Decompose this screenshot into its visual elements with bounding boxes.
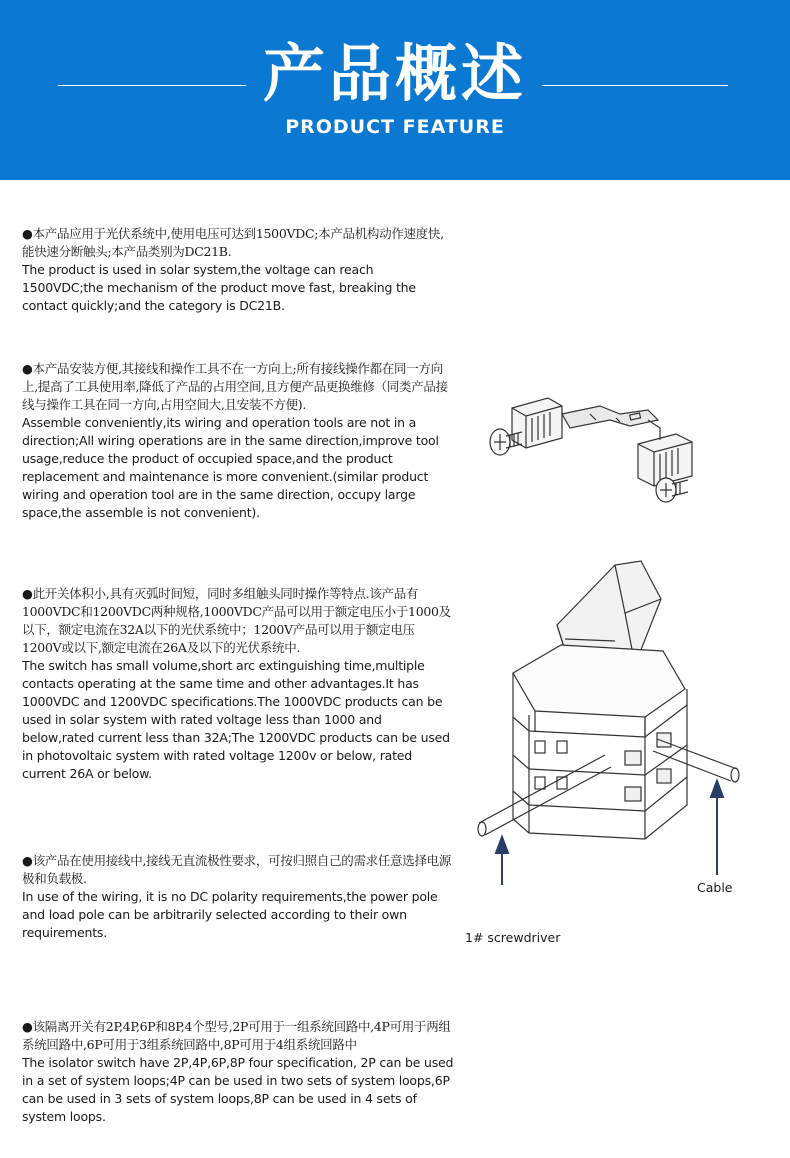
switch-drawing	[465, 555, 765, 885]
feature-block-5	[22, 1018, 454, 1126]
terminal-drawing	[470, 380, 730, 510]
page-title: 产品概述	[262, 37, 527, 110]
feature-4-cn: ●该产品在使用接线中,接线无直流极性要求，可按归照自己的需求任意选择电源极和负载极.	[22, 853, 452, 886]
feature-2-en: Assemble conveniently,its wiring and operation tools are not in a direction;All wiring operations are in the same direction,improve tool usage,reduce the product of occupied space,and the product replacement and maintenance is more convenient.(similar product wiring and operation tool are in the same direction, occupy large space,the assemble is not convenient).	[22, 415, 439, 520]
feature-2-cn: ●本产品安装方便,其接线和操作工具不在一方向上;所有接线操作都在同一方向上,提高了工具使用率,降低了产品的占用空间,且方便产品更换维修（同类产品接线与操作工具在同一方向,占用空间大,且安装不方便).	[22, 361, 448, 412]
feature-3-en: The switch has small volume,short arc extinguishing time,multiple contacts operating at the same time and other advantages.It has 1000VDC and 1200VDC specifications.The 1000VDC products can be used in solar system with rated voltage less than 1000 and below,rated current less than 32A;The 1200VDC products can be used in photovoltaic system with rated voltage 1200v or below, rated current 26A or below.	[22, 658, 450, 781]
feature-1-cn: ●本产品应用于光伏系统中,使用电压可达到1500VDC;本产品机构动作速度快,能快速分断触头;本产品类别为DC21B.	[22, 226, 444, 259]
screwdriver-label: 1# screwdriver	[465, 930, 561, 945]
feature-5-en: The isolator switch have 2P,4P,6P,8P four specification, 2P can be used in a set of system loops;4P can be used in two sets of system loops,6P can be used in 3 sets of system loops,8P can be used in 4 sets of system loops.	[22, 1055, 454, 1124]
feature-block-2	[22, 360, 454, 522]
feature-4-en: In use of the wiring, it is no DC polarity requirements,the power pole and load pole can be arbitrarily selected according to their own requirements.	[22, 889, 438, 940]
feature-block-1	[22, 225, 454, 315]
feature-5-cn: ●该隔离开关有2P,4P,6P和8P,4个型号,2P可用于一组系统回路中,4P可用于两组系统回路中,6P可用于3组系统回路中,8P可用于4组系统回路中	[22, 1019, 451, 1052]
feature-block-4	[22, 852, 454, 942]
feature-1-en: The product is used in solar system,the voltage can reach 1500VDC;the mechanism of the product move fast, breaking the contact quickly;and the category is DC21B.	[22, 262, 416, 313]
header-banner	[0, 0, 790, 180]
feature-3-cn: ●此开关体积小,具有灭弧时间短，同时多组触头同时操作等特点.该产品有1000VDC和1200VDC两种规格,1000VDC产品可以用于额定电压小于1000及以下，额定电流在32A以下的光伏系统中；1200V产品可以用于额定电压1200V或以下,额定电流在26A及以下的光伏系统中.	[22, 586, 451, 655]
cable-label: Cable	[697, 880, 733, 895]
page-subtitle: PRODUCT FEATURE	[285, 116, 505, 138]
feature-block-3	[22, 585, 454, 783]
